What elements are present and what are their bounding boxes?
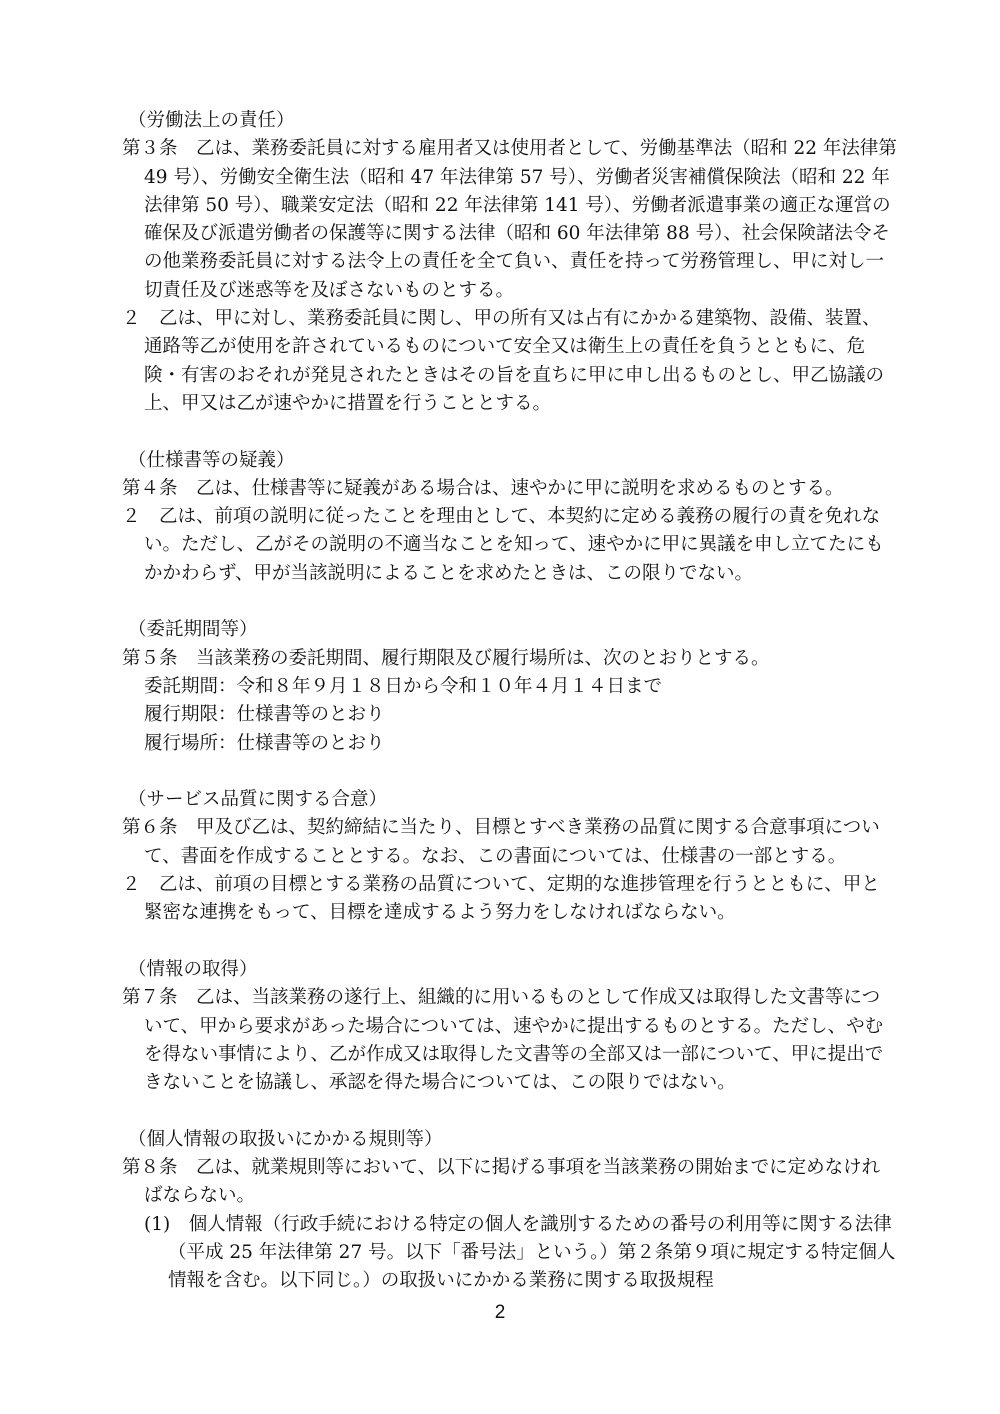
- article-8-item-1: (1) 個人情報（行政手続における特定の個人を識別するための番号の利用等に関する法律（平成 25 年法律第 27 号。以下「番号法」という。）第２条第９項に規定する特定個人情報を含む。以下同じ。）の取扱いにかかる業務に関する取扱規程: [144, 1213, 896, 1292]
- document-body: [122, 107, 898, 1295]
- article-6-heading: （サービス品質に関する合意）: [128, 789, 388, 811]
- spacer: [122, 1097, 898, 1125]
- article-5-heading: （委託期間等）: [128, 619, 258, 641]
- contract-period-line: 委託期間：令和８年９月１８日から令和１０年４月１４日まで: [144, 675, 663, 697]
- article-7-paragraph-1: 第７条 乙は、当該業務の遂行上、組織的に用いるものとして作成又は取得した文書等について、甲から要求があった場合については、速やかに提出するものとする。ただし、やむを得ない事情により、乙が作成又は取得した文書等の全部又は一部について、甲に提出できないことを協議し、承認を得た場合については、この限りではない。: [122, 987, 884, 1094]
- article-6-paragraph-2: ２ 乙は、前項の目標とする業務の品質について、定期的な進捗管理を行うとともに、甲と緊密な連携をもって、目標を達成するよう努力をしなければならない。: [122, 874, 880, 924]
- article-4-paragraph-2: ２ 乙は、前項の説明に従ったことを理由として、本契約に定める義務の履行の責を免れない。ただし、乙がその説明の不適当なことを知って、速やかに甲に異議を申し立てたにもかかわらず、甲が当該説明によることを求めたときは、この限りでない。: [122, 506, 884, 584]
- article-3-paragraph-1: 第３条 乙は、業務委託員に対する雇用者又は使用者として、労働基準法（昭和 22 年法律第 49 号）、労働安全衛生法（昭和 47 年法律第 57 号）、労働者災害補償保険法（昭和 22 年法律第 50 号）、職業安定法（昭和 22 年法律第 141 号）、労働者派遣事業の適正な運営の確保及び派遣労働者の保護等に関する法律（昭和 60 年法律第 88 号）、社会保険諸法令その他業務委託員に対する法令上の責任を全て負い、責任を持って労務管理し、甲に対し一切責任及び迷惑等を及ぼさないものとする。: [122, 138, 897, 301]
- article-3-heading: （労働法上の責任）: [128, 110, 295, 131]
- article-4-heading: （仕様書等の疑義）: [128, 449, 295, 471]
- spacer: [122, 418, 898, 446]
- spacer: [122, 758, 898, 786]
- article-8-heading: （個人情報の取扱いにかかる規則等）: [128, 1128, 443, 1150]
- article-7-heading: （情報の取得）: [128, 958, 258, 980]
- article-6-paragraph-1: 第６条 甲及び乙は、契約締結に当たり、目標とすべき業務の品質に関する合意事項について、書面を作成することとする。なお、この書面については、仕様書の一部とする。: [122, 817, 880, 867]
- spacer: [122, 928, 898, 956]
- article-4-paragraph-1: 第４条 乙は、仕様書等に疑義がある場合は、速やかに甲に説明を求めるものとする。: [122, 477, 844, 499]
- page-number: 2: [494, 1302, 506, 1323]
- article-3-paragraph-2: ２ 乙は、甲に対し、業務委託員に関し、甲の所有又は占有にかかる建築物、設備、装置、通路等乙が使用を許されているものについて安全又は衛生上の責任を負うとともに、危険・有害のおそれが発見されたときはその旨を直ちに甲に申し出るものとし、甲乙協議の上、甲又は乙が速やかに措置を行うこととする。: [122, 308, 885, 414]
- performance-deadline-line: 履行期限：仕様書等のとおり: [144, 704, 385, 726]
- article-8-paragraph-1: 第８条 乙は、就業規則等において、以下に掲げる事項を当該業務の開始までに定めなければならない。: [122, 1156, 881, 1207]
- performance-location-line: 履行場所：仕様書等のとおり: [144, 732, 385, 754]
- article-5-paragraph-1: 第５条 当該業務の委託期間、履行期限及び履行場所は、次のとおりとする。: [122, 647, 770, 669]
- spacer: [122, 588, 898, 616]
